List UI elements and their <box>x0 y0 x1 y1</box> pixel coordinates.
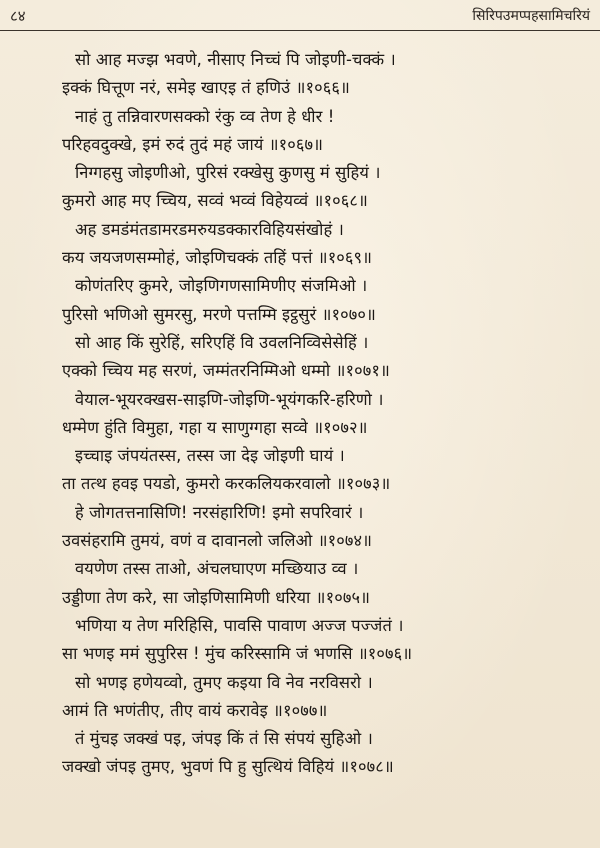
verse-line: एक्को च्चिय मह सरणं, जम्मंतरनिम्मिओ धम्मो ॥१०७१॥ <box>62 361 390 381</box>
verse-line: सो भणइ हणेयव्वो, तुमए कइया वि नेव नरविसरो । <box>75 672 373 692</box>
verse-line: धम्मेण हुंति विमुहा, गहा य साणुग्गहा सव्वे ॥१०७२॥ <box>62 417 368 437</box>
verse-line: सा भणइ ममं सुपुरिस ! मुंच करिस्सामि जं भणसि ॥१०७६॥ <box>62 644 413 664</box>
verse-line: हे जोगतत्तनासिणि! नरसंहारिणि! इमो सपरिवारं । <box>75 502 364 522</box>
verse-line: परिहवदुक्खे, इमं रुदं तुदं महं जायं ॥१०६७॥ <box>62 134 324 154</box>
verse-line: निग्गहसु जोइणीओ, पुरिसं रक्खेसु कुणसु मं सुहियं । <box>75 163 381 183</box>
verse-line: आमं ति भणंतीए, तीए वायं करावेइ ॥१०७७॥ <box>62 700 328 720</box>
verse-line: इक्कं घित्तूण नरं, समेइ खाएइ तं हणिउं ॥१०६६॥ <box>62 78 350 98</box>
verse-line: नाहं तु तन्निवारणसक्को रंकु व्व तेण हे धीर ! <box>75 106 335 126</box>
verse-line: वयणेण तस्स ताओ, अंचलघाएण मच्छियाउ व्व । <box>75 559 359 579</box>
verse-line: उवसंहरामि तुमयं, वणं व दावानलो जलिओ ॥१०७४॥ <box>62 531 373 551</box>
verse-line: पुरिसो भणिओ सुमरसु, मरणे पत्तम्मि इट्ठसुरं ॥१०७०॥ <box>62 304 376 324</box>
running-title: सिरिपउमप्पहसामिचरियं <box>472 8 590 24</box>
verse-line: जक्खो जंपइ तुमए, भुवणं पि हु सुत्थियं विहियं ॥१०७८॥ <box>62 757 394 777</box>
verse-line: ता तत्थ हवइ पयडो, कुमरो करकलियकरवालो ॥१०७३॥ <box>62 474 391 494</box>
page-number: ८४ <box>10 7 26 25</box>
verse-line: उड्डीणा तेण करे, सा जोइणिसामिणी धरिया ॥१०७५॥ <box>62 587 371 607</box>
verse-line: इच्चाइ जंपयंतस्स, तस्स जा देइ जोइणी घायं । <box>75 446 345 466</box>
verse-line: सो आह किं सुरेहिं, सरिएहिं वि उवलनिव्विसेसेहिं । <box>75 332 369 352</box>
verse-line: कुमरो आह मए च्चिय, सव्वं भव्वं विहेयव्वं ॥१०६८॥ <box>62 191 368 211</box>
page-header <box>0 0 600 30</box>
verse-line: कोणंतरिए कुमरे, जोइणिगणसामिणीए संजमिओ । <box>75 276 368 296</box>
verse-line: तं मुंचइ जक्खं पइ, जंपइ किं तं सि संपयं सुहिओ । <box>75 729 373 749</box>
header-rule <box>0 30 600 31</box>
verse-line: भणिया य तेण मरिहिसि, पावसि पावाण अज्ज पज्जंतं । <box>75 615 404 635</box>
verse-line: कय जयजणसम्मोहं, जोइणिचक्कं तहिं पत्तं ॥१०६९॥ <box>62 248 373 268</box>
verse-line: सो आह मज्झ भवणे, नीसाए निच्चं पि जोइणी-चक्कं । <box>75 50 396 69</box>
verse-line: वेयाल-भूयरक्खस-साइणि-जोइणि-भूयंगकरि-हरिणो । <box>75 389 384 409</box>
verse-line: अह डमडंमंतडामरडमरुयडक्कारविहियसंखोहं । <box>75 219 344 239</box>
verse-block <box>0 46 600 782</box>
